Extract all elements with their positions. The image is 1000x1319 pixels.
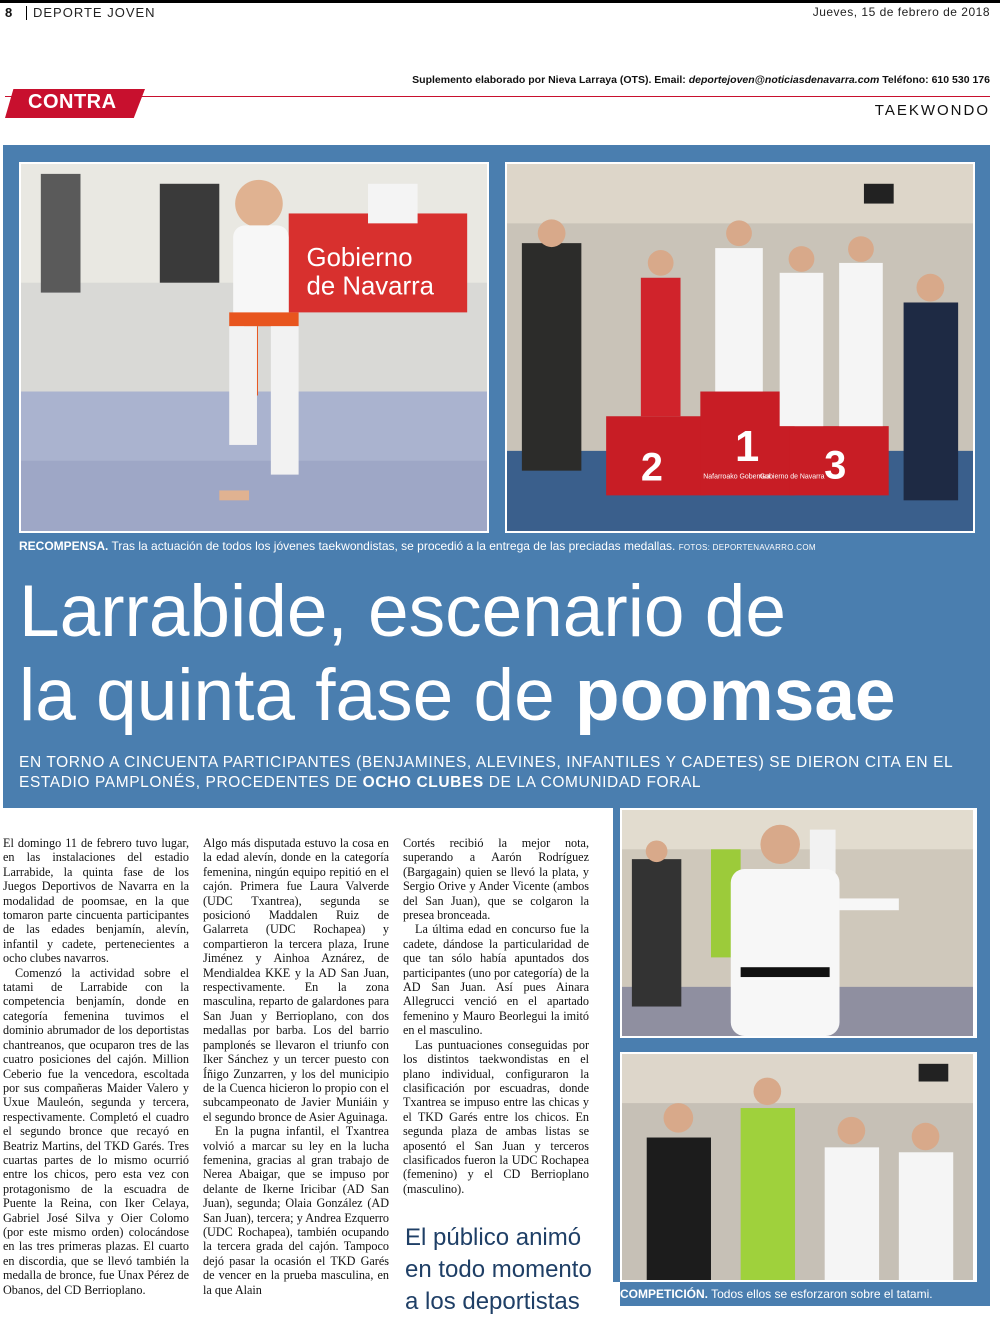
banner-text-2: de Navarra xyxy=(306,272,435,301)
article-paragraph: Las puntuaciones conseguidas por los distintos taekwondistas en el plano individual, configuraron la clasificación por escuadras, donde Txantrea se impuso entre las chicas y el TKD Garés entre los chicos. En segunda plaza de ambas listas se aposentó el San Juan y terceros clasificados fueron la UDC Rochapea (femenino) y el CD Berrioplano (masculino). xyxy=(403,1037,589,1196)
section-name: DEPORTE JOVEN xyxy=(33,5,156,20)
headline-emphasis: poomsae xyxy=(575,655,896,736)
podium-sponsor-left: Nafarroako Gobernua xyxy=(703,473,771,481)
article-paragraph: El domingo 11 de febrero tuvo lugar, en las instalaciones del estadio Larrabide, la quinta fase de los Juegos Deportivos de Navarra en la modalidad de poomsae, en la que tomaron parte cincuenta participantes de las edades benjamín, alevín, infantil y cadete, pertenecientes a ocho clubes navarros. xyxy=(3,836,189,966)
article-paragraph: Cortés recibió la mejor nota, superando a Aarón Rodríguez (Bargagain) quien se llevó la plata, y Sergio Orive y Ander Vicente (ambos del San Juan), que se colgaron la presea bronceada. xyxy=(403,836,589,923)
photo-podium-girls-image xyxy=(507,164,973,531)
photo-boys-medals-image xyxy=(622,1054,973,1280)
page-number: 8 xyxy=(5,5,13,20)
subheadline xyxy=(19,753,979,793)
headline-line-2: la quinta fase de xyxy=(19,655,576,736)
caption-bottom-text: Todos ellos se esforzaron sobre el tatami. xyxy=(708,1287,933,1301)
article-column-2 xyxy=(203,836,389,1316)
podium-number-3: 3 xyxy=(824,443,847,488)
photo-poomsae-boy xyxy=(19,162,489,533)
subhead-part-2: DE LA COMUNIDAD FORAL xyxy=(483,774,702,791)
topic-label: TAEKWONDO xyxy=(874,102,990,119)
photo-caption-top xyxy=(19,539,979,553)
photo-frame-middle xyxy=(620,1038,977,1052)
article-column-1 xyxy=(3,836,189,1316)
podium-sponsor-right: Gobierno de Navarra xyxy=(759,473,825,481)
photo-girl-competing xyxy=(620,808,975,1038)
caption-top-text: Tras la actuación de todos los jóvenes taekwondistas, se procedió a la entrega de las preciadas medallas. xyxy=(108,539,679,553)
subhead-part-1: EN TORNO A CINCUENTA PARTICIPANTES (BENJAMINES, ALEVINES, INFANTILES Y CADETES) SE DIERON CITA EN EL ESTADIO PAMPLONÉS, PROCEDENTES DE xyxy=(19,754,953,791)
credit-phone: Teléfono: 610 530 176 xyxy=(879,74,990,86)
article-paragraph: En la pugna infantil, el Txantrea volvió a marcar su ley en la lucha femenina, gracias al gran trabajo de Nerea Abaigar, que se impuso por delante de Ikerne Iricibar (AD San Juan), segunda; Olaia González (AD San Juan), tercera; y Andrea Ezquerro (UDC Rochapea), también ocupando la tercera grada del cajón. Tampoco dejó pasar la ocasión el TKD Garés de vencer en la prueba masculina, en la que Alain xyxy=(203,1124,389,1297)
banner-text-1: Gobierno xyxy=(306,243,413,272)
photo-boys-medals xyxy=(620,1052,975,1282)
article-paragraph: La última edad en concurso fue la cadete, dándose la particularidad de que tan sólo había apuntados dos participantes (uno por categoría) de la AD San Juan. Así pues Ainara Allegrucci venció en el apartado femenino y Mauro Beorlegui la imitó en el masculino. xyxy=(403,922,589,1038)
photo-podium-girls xyxy=(505,162,975,533)
photo-credit: FOTOS: DEPORTENAVARRO.COM xyxy=(678,543,816,552)
headline xyxy=(19,570,979,738)
issue-date: Jueves, 15 de febrero de 2018 xyxy=(812,5,990,19)
pull-quote: El público animó en todo momento a los deportistas xyxy=(405,1224,592,1315)
caption-bottom-lead: COMPETICIÓN. xyxy=(620,1287,709,1301)
kicker-rule xyxy=(5,96,990,97)
podium-number-2: 2 xyxy=(640,445,663,490)
photo-frame-right xyxy=(977,808,990,1282)
subhead-emphasis: OCHO CLUBES xyxy=(362,774,484,791)
supplement-credit xyxy=(412,74,990,86)
photo-caption-bottom xyxy=(620,1287,990,1301)
header-separator xyxy=(26,6,27,20)
photo-girl-competing-image xyxy=(622,810,973,1036)
article-paragraph: Comenzó la actividad sobre el tatami de Larrabide con la competencia benjamín, donde en categoría femenina tuvimos el dominio abrumador de los deportistas chantreanos, que ocuparon tres de las cuatro posiciones del cajón. Million Ceberio fue la vencedora, escoltada por sus compañeras Maider Valero y Uxue Mauleón, segunda y tercera, respectivamente. Completó el cuadro el segundo bronce que recayó en Beatriz Martins, del TKD Garés. Tres cuartas partes de lo mismo ocurrió entre los chicos, pero esta vez con protagonismo de la escuadra de Puente la Reina, con Iker Celaya, Gabriel José Silva y Oier Colomo (por este mismo orden) colocándose en las tres primeras plazas. El cuarto en discordia, que se llevó también la medalla de bronce, fue Unax Pérez de Obanos, del CD Berrioplano. xyxy=(3,965,189,1297)
credit-prefix: Suplemento elaborado por Nieva Larraya (OTS). Email: xyxy=(412,74,689,86)
podium-number-1: 1 xyxy=(735,422,760,471)
top-rule xyxy=(0,0,1000,3)
article-column-3 xyxy=(403,836,589,1221)
photo-poomsae-boy-image xyxy=(21,164,487,531)
credit-email[interactable]: deportejoven@noticiasdenavarra.com xyxy=(688,74,880,86)
article-paragraph: Algo más disputada estuvo la cosa en la edad alevín, donde en la categoría femenina, ningún equipo repitió en el cajón. Primera fue Laura Valverde (UDC Txantrea), segunda se posicionó Maddalen Ruiz de Galarreta (UDC Rochapea) y compartieron la tercera plaza, Irune Jiménez y Ainhoa Aznárez, de Mendialdea KKE y la AD San Juan, respectivamente. En la zona masculina, reparto de galardones para San Juan y Berrioplano, con dos medallas por barba. Los del barrio pamplonés se llevaron el triunfo con Iker Sánchez y un tercer puesto con Íñigo Zunzarren, y los del municipio de la Cuenca hicieron lo propio con el subcampeonato de Javier Muniáin y el segundo bronce de Asier Aguinaga. xyxy=(203,836,389,1124)
kicker-label: CONTRA xyxy=(28,91,117,113)
caption-top-lead: RECOMPENSA. xyxy=(19,539,109,553)
headline-line-1: Larrabide, escenario de xyxy=(19,571,786,652)
photo-frame-left xyxy=(613,808,620,1282)
